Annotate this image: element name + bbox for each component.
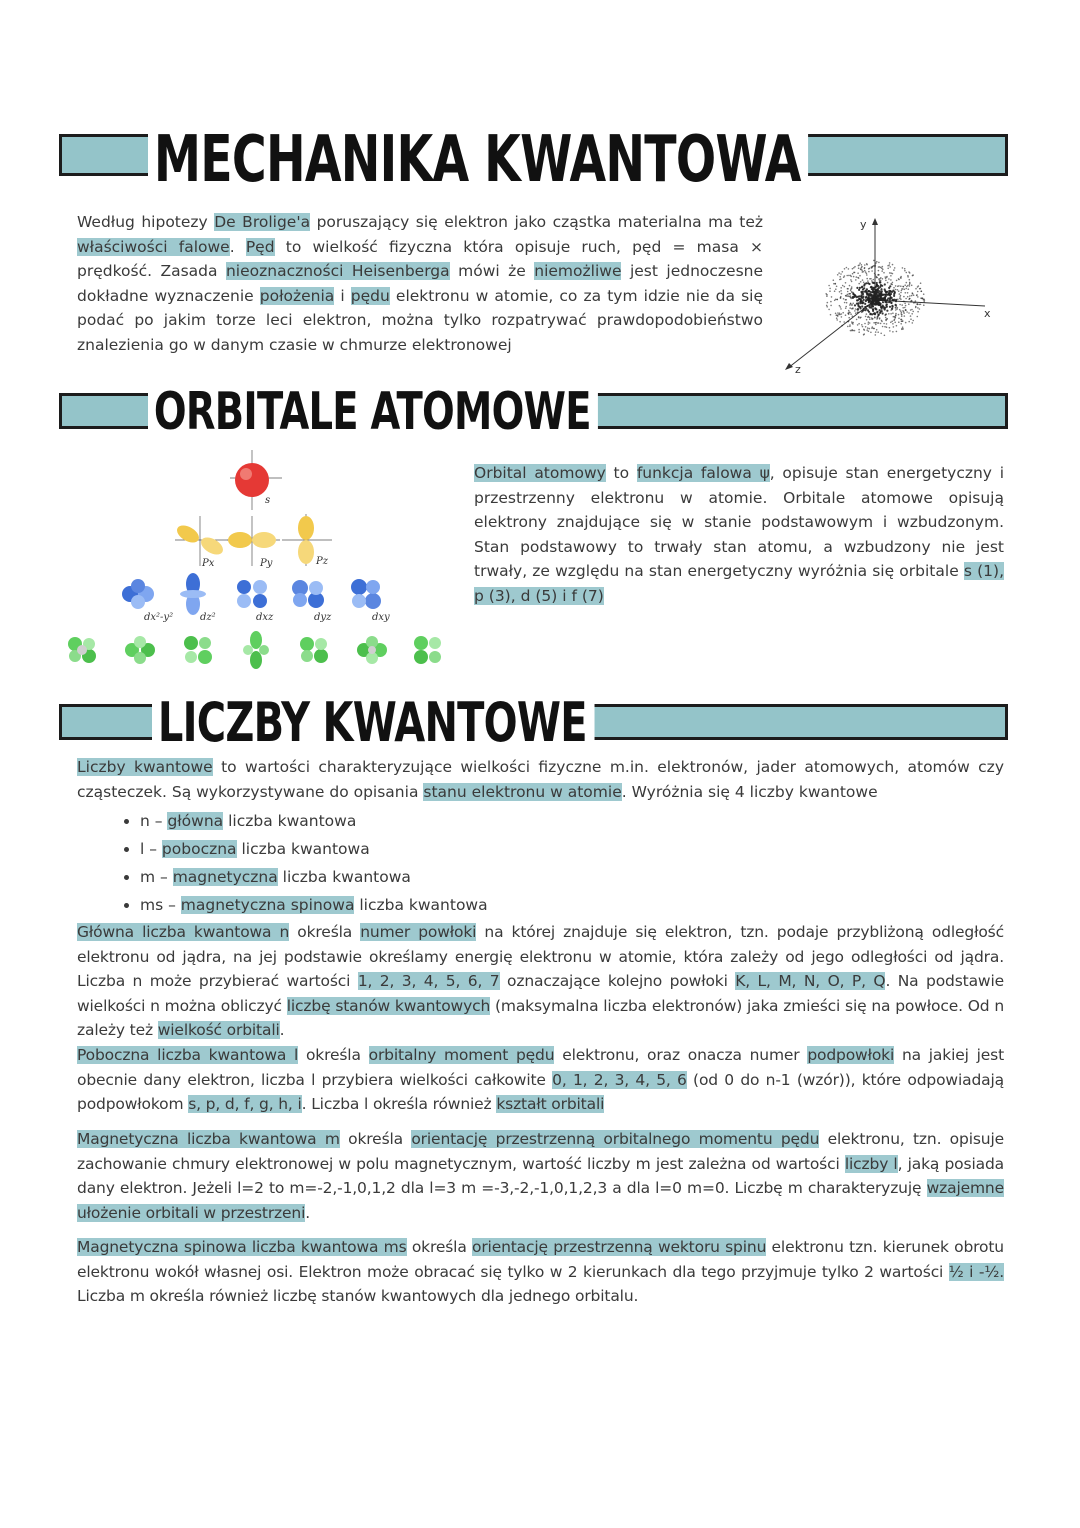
paragraph-de-broglie: Według hipotezy De Brolige'a poruszający się elektron jako cząstka materialna ma też właściwości falowe. Pęd to wielkość fizyczna która opisuje ruch, pęd = masa × prędkość. Zasada nieoznaczności Heisenberga mówi że niemożliwe jest jednoczesne dokładne wyznaczenie położenia i pędu elektronu w atomie, co za tym idzie nie da się podać po jakim torze leci elektron, można tylko rozpatrywać prawdopodobieństwo znalezienia go w danym czasie w chmurze elektronowej — [77, 213, 764, 354]
label-dyz: dyz — [314, 612, 332, 623]
label-px: Px — [202, 558, 215, 569]
label-dxz: dxz — [256, 612, 274, 623]
label-py: Py — [260, 558, 273, 569]
paragraph-glowna: Główna liczba kwantowa n określa numer powłoki na której znajduje się elektron, tzn. podaje przybliżoną odległość elektronu od jądra, na jej podstawie określamy energię elektronu w atomie, która zależy od jego odległości od jądra. Liczba n może przybierać wartości 1, 2, 3, 4, 5, 6, 7 oznaczające kolejno powłoki K, L, M, N, O, P, Q. Na podstawie wielkości n można obliczyć liczbę stanów kwantowych (maksymalna liczba elektronów) jaka zmieści się na powłoce. Od n zależy też wielkość orbitali. — [77, 923, 1004, 1040]
label-dx2y2: dx²-y² — [144, 612, 174, 623]
paragraph-orbital-atomowy: Orbital atomowy to funkcja falowa ψ, opisuje stan energetyczny i przestrzenny elektronu w atomie. Orbitale atomowe opisują elektrony znajdujące się w stanie podstawowym i wzbudzonym. Stan podstawowy to trwały stan atomu, a wzbudzony nie jest trwały, ze względu na stan energetyczny wyróżnia się orbitale s (1), p (3), d (5) i f (7) — [474, 464, 1005, 605]
quantum-numbers-list — [100, 807, 488, 919]
pz-orbital-icon — [282, 514, 332, 567]
list-item: • ms – magnetyczna spinowa liczba kwantowa — [140, 891, 488, 919]
atomic-orbitals-diagram — [60, 448, 460, 678]
label-dxy: dxy — [372, 612, 390, 623]
axis-x-label: x — [984, 307, 991, 320]
label-dz2: dz² — [200, 612, 216, 623]
paragraph-poboczna: Poboczna liczba kwantowa l określa orbitalny moment pędu elektronu, oraz onacza numer podpowłoki na jakiej jest obecnie dany elektron, liczba l przybiera wielkości całkowite 0, 1, 2, 3, 4, 5, 6 (od 0 do n-1 (wzór)), które odpowiadają podpowłokom s, p, d, f, g, h, i. Liczba l określa również kształt orbitali — [77, 1046, 1005, 1114]
axis-z-label: z — [795, 363, 801, 376]
paragraph-magnetyczna: Magnetyczna liczba kwantowa m określa orientację przestrzenną orbitalnego momentu pędu elektronu, tzn. opisuje zachowanie chmury elektronowej w polu magnetycznym, wartość liczby m jest zależna od wartości liczby l, jaką posiada dany elektron. Jeżeli l=2 to m=-2,-1,0,1,2 dla l=3 m =-3,-2,-1,0,1,2,3 a dla l=0 m=0. Liczbę m charakteryzuję wzajemne ułożenie orbitali w przestrzeni. — [77, 1130, 1004, 1222]
label-s: s — [265, 495, 271, 506]
py-orbital-icon — [227, 516, 280, 569]
paragraph-spinowa: Magnetyczna spinowa liczba kwantowa ms określa orientację przestrzenną wektoru spinu elektronu tzn. kierunek obrotu elektronu wokół własnej osi. Elektron może obracać się tylko w 2 kierunkach dla tego przyjmuje tylko 2 wartości ½ i -½. Liczba m określa również liczbę stanów kwantowych dla jednego orbitalu. — [77, 1238, 1004, 1306]
list-item: • l – poboczna liczba kwantowa — [140, 835, 488, 863]
paragraph-liczby-intro: Liczby kwantowe to wartości charakteryzujące wielkości fizyczne m.in. elektronów, jader atomowych, atomów czy cząsteczek. Są wykorzystywane do opisania stanu elektronu w atomie. Wyróżnia się 4 liczby kwantowe — [77, 758, 1004, 801]
electron-cloud-diagram — [780, 210, 1010, 380]
heading-mechanika-kwantowa: MECHANIKA KWANTOWA — [148, 128, 808, 192]
d-orbitals-icon — [122, 573, 390, 623]
heading-orbitale-atomowe: ORBITALE ATOMOWE — [148, 386, 598, 438]
heading-liczby-kwantowe: LICZBY KWANTOWE — [152, 696, 594, 750]
list-item: • n – główna liczba kwantowa — [140, 807, 488, 835]
f-orbitals-icon — [68, 631, 441, 669]
list-item: • m – magnetyczna liczba kwantowa — [140, 863, 488, 891]
label-pz: Pz — [316, 556, 328, 567]
px-orbital-icon — [174, 516, 228, 569]
s-orbital-icon — [230, 450, 282, 510]
axis-y-label: y — [860, 218, 867, 231]
